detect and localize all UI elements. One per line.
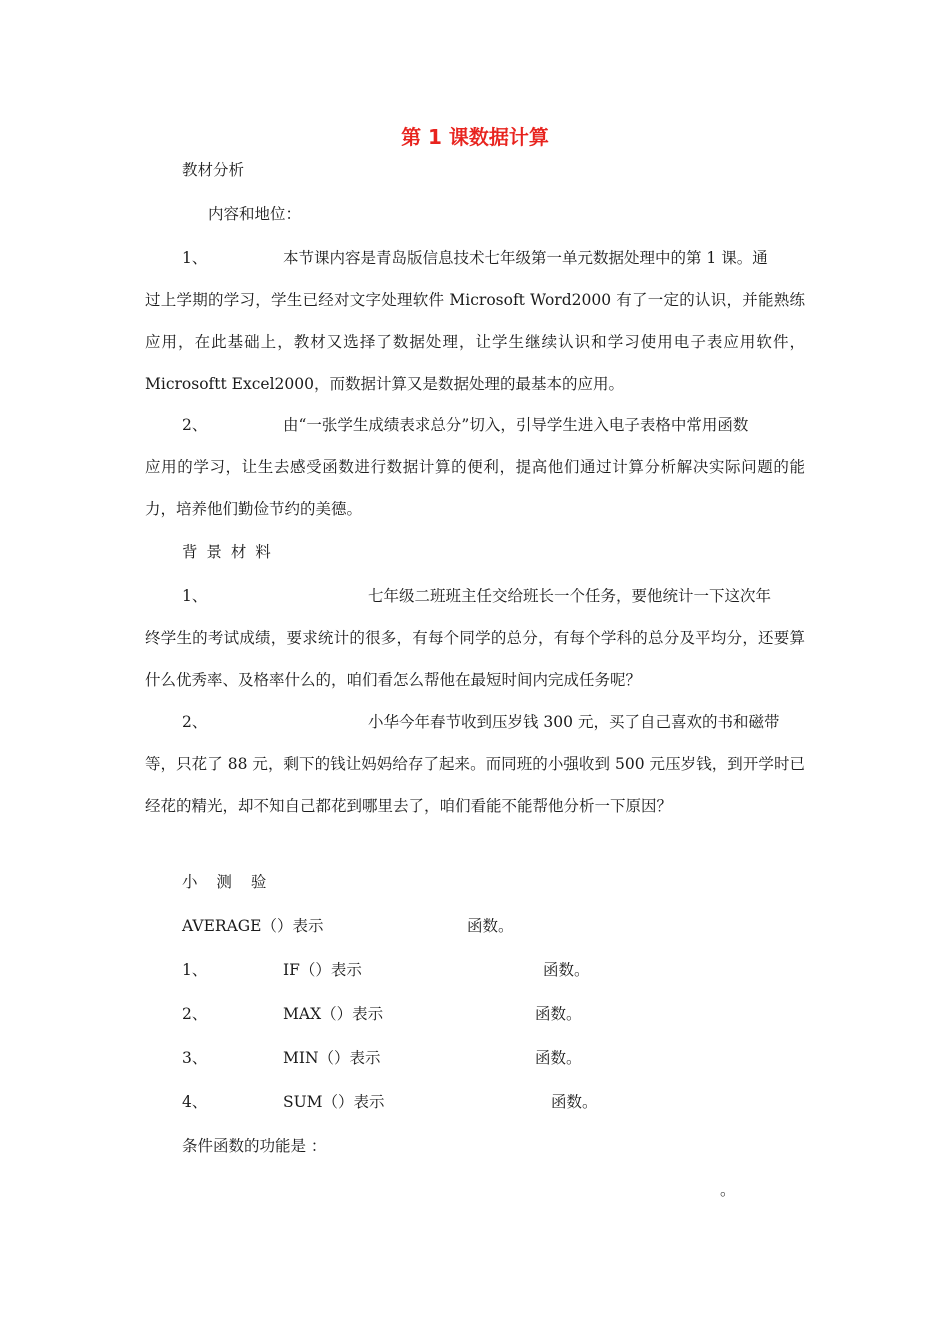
analysis-item-1-body: 过上学期的学习，学生已经对文字处理软件 Microsoft Word2000 有了一定的认识，并能熟练应用，在此基础上，教材又选择了数据处理，让学生继续认识和学习使用电子表应用软件，Microsoftt Excel2000，而数据计算又是数据处理的最基本的应用。 — [145, 291, 805, 393]
analysis-item-2-number: 2、 — [182, 416, 208, 434]
background-item-1-body: 终学生的考试成绩，要求统计的很多，有每个同学的总分，有每个学科的总分及平均分，还要算什么优秀率、及格率什么的，咱们看怎么帮他在最短时间内完成任务呢？ — [145, 629, 805, 689]
conditional-function-label: 条件函数的功能是 ： — [182, 1137, 327, 1155]
quiz-item-2-number: 2、 — [182, 1005, 208, 1023]
analysis-item-2-first-line: 由“一张学生成绩表求总分”切入，引导学生进入电子表格中常用函数 — [283, 416, 749, 434]
quiz-intro-suffix: 函数。 — [467, 917, 514, 935]
analysis-item-1-number: 1、 — [182, 249, 208, 267]
quiz-item-1-label: IF（）表示 — [283, 961, 362, 979]
section-heading-background: 背 景 材 料 — [182, 543, 273, 561]
analysis-item-1-first-line: 本节课内容是青岛版信息技术七年级第一单元数据处理中的第 1 课。通 — [283, 249, 768, 267]
section-heading-analysis: 教材分析 — [182, 161, 245, 179]
quiz-item-4-suffix: 函数。 — [551, 1093, 598, 1111]
background-item-2-first-line: 小华今年春节收到压岁钱 300 元，买了自己喜欢的书和磁带 — [368, 713, 780, 731]
analysis-item-2-body: 应用的学习，让生去感受函数进行数据计算的便利，提高他们通过计算分析解决实际问题的能力，培养他们勤俭节约的美德。 — [145, 458, 805, 518]
quiz-item-3-number: 3、 — [182, 1049, 208, 1067]
quiz-item-2-label: MAX（）表示 — [283, 1005, 384, 1023]
background-item-2-number: 2、 — [182, 713, 208, 731]
quiz-item-2-suffix: 函数。 — [535, 1005, 582, 1023]
trailing-period: 。 — [720, 1181, 736, 1199]
section-heading-quiz: 小 测 验 — [182, 873, 267, 891]
page-title: 第 1 课数据计算 — [401, 125, 549, 149]
quiz-item-3-suffix: 函数。 — [535, 1049, 582, 1067]
quiz-item-4-label: SUM（）表示 — [283, 1093, 385, 1111]
quiz-intro-label: AVERAGE（）表示 — [182, 917, 324, 935]
background-item-1-first-line: 七年级二班班主任交给班长一个任务，要他统计一下这次年 — [368, 587, 772, 605]
background-item-2-body: 等，只花了 88 元，剩下的钱让妈妈给存了起来。而同班的小强收到 500 元压岁钱，到开学时已经花的精光，却不知自己都花到哪里去了，咱们看能不能帮他分析一下原因？ — [145, 755, 805, 815]
quiz-item-1-number: 1、 — [182, 961, 208, 979]
quiz-item-1-suffix: 函数。 — [543, 961, 590, 979]
background-item-1-number: 1、 — [182, 587, 208, 605]
quiz-item-4-number: 4、 — [182, 1093, 208, 1111]
subsection-heading-content: 内容和地位： — [208, 205, 302, 223]
quiz-item-3-label: MIN（）表示 — [283, 1049, 381, 1067]
